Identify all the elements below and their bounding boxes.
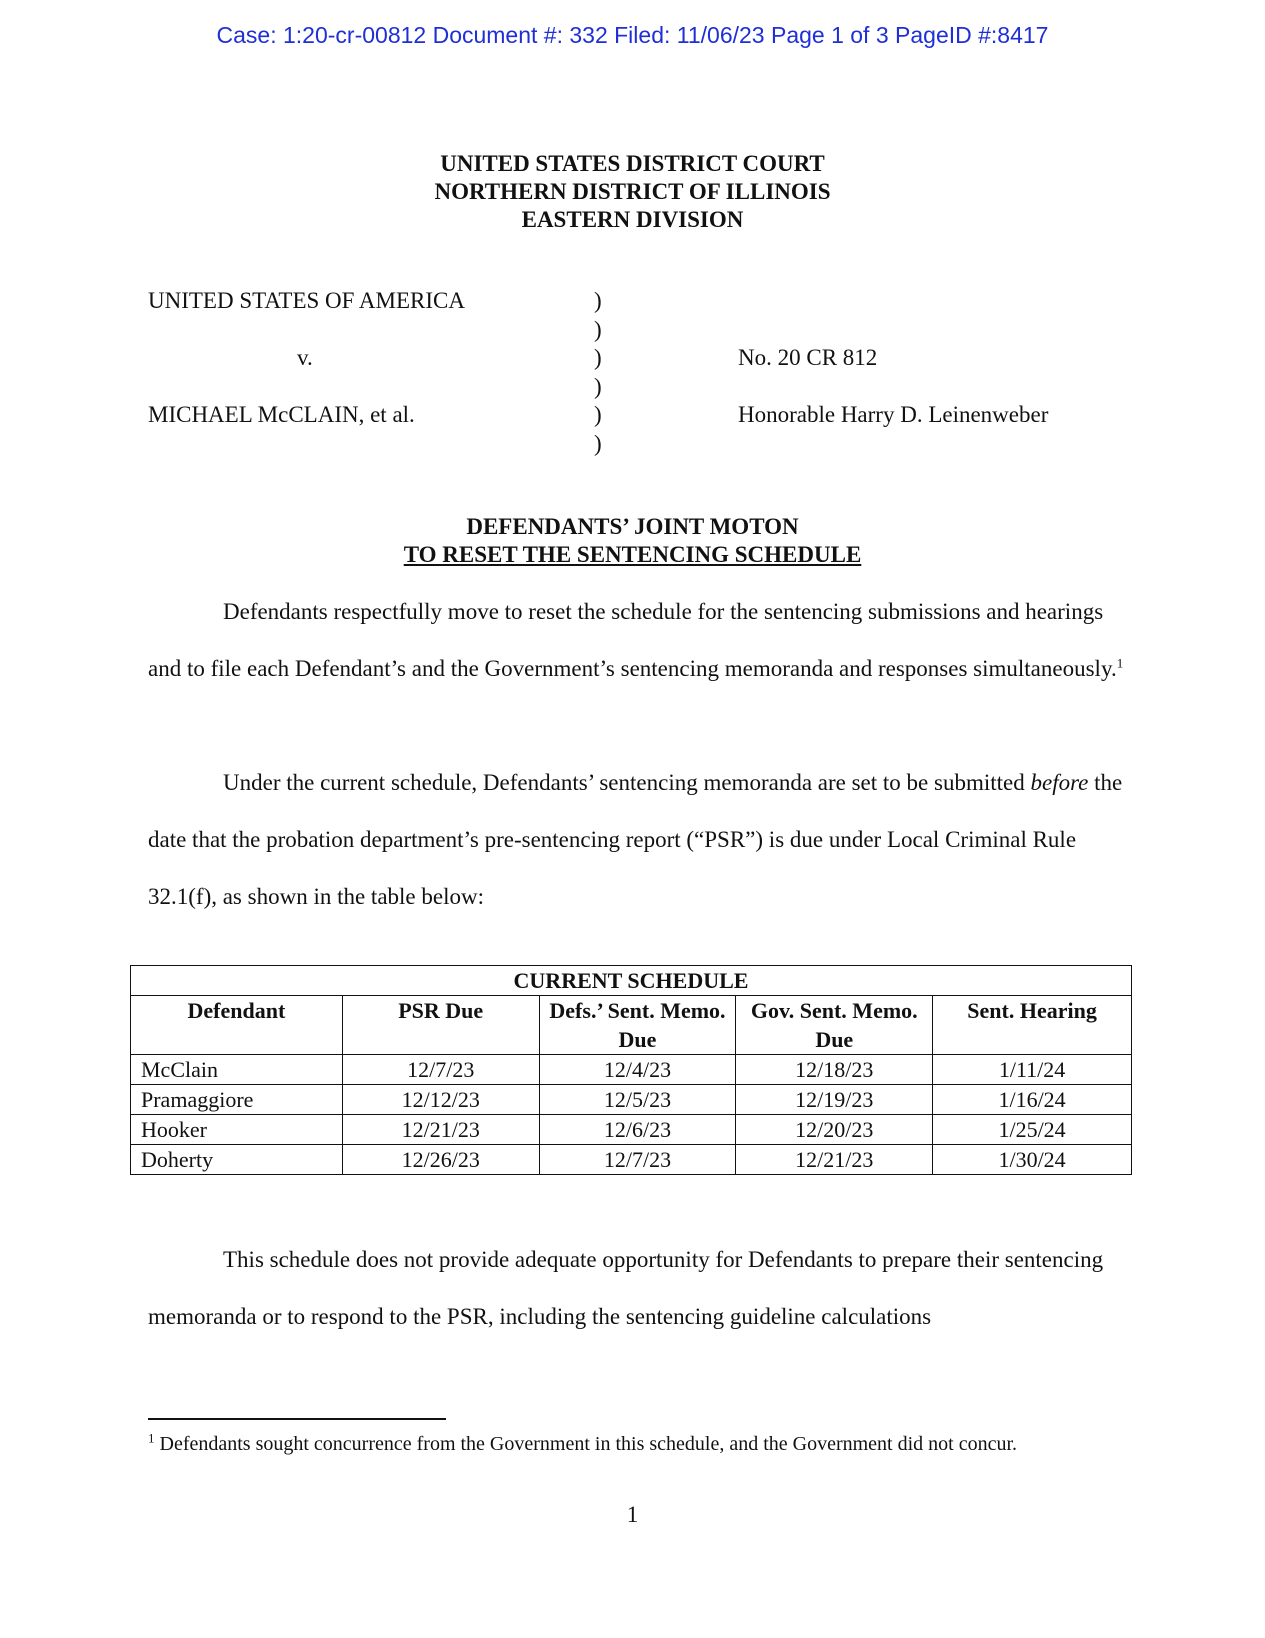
caption-paren: ) (594, 402, 602, 427)
table-cell: 12/19/23 (736, 1085, 933, 1115)
column-header: PSR Due (342, 996, 539, 1055)
caption-paren: ) (594, 316, 602, 342)
table-row (131, 1115, 1132, 1145)
caption-defendant: MICHAEL McCLAIN, et al. (148, 402, 415, 427)
motion-title: DEFENDANTS’ JOINT MOTON (466, 514, 799, 539)
table-cell: 12/21/23 (342, 1115, 539, 1145)
footnote-ref: 1 (1116, 655, 1124, 671)
table-cell: 1/25/24 (933, 1115, 1132, 1145)
paragraph-2 (148, 754, 1128, 925)
case-number: No. 20 CR 812 (738, 345, 878, 370)
column-header: Defendant (131, 996, 343, 1055)
footnote (148, 1431, 1108, 1457)
table-header-row (131, 996, 1132, 1055)
footnote-divider (148, 1418, 446, 1420)
table-cell: McClain (131, 1055, 343, 1085)
table-cell: 12/18/23 (736, 1055, 933, 1085)
page-number: 1 (626, 1502, 639, 1527)
column-header: Defs.’ Sent. Memo. Due (539, 996, 736, 1055)
column-header: Sent. Hearing (933, 996, 1132, 1055)
paragraph-1-text: Defendants respectfully move to reset the schedule for the sentencing submissions and hearings and to file each Defendant’s and the Government’s sentencing memoranda and responses simultaneously. (148, 599, 1117, 681)
table-cell: 12/4/23 (539, 1055, 736, 1085)
table-cell: 12/20/23 (736, 1115, 933, 1145)
table-cell: Pramaggiore (131, 1085, 343, 1115)
table-cell: 12/12/23 (342, 1085, 539, 1115)
table-cell: 1/16/24 (933, 1085, 1132, 1115)
table-cell: 12/26/23 (342, 1145, 539, 1175)
table-row (131, 1085, 1132, 1115)
table-cell: Hooker (131, 1115, 343, 1145)
table-cell: 12/21/23 (736, 1145, 933, 1175)
table-cell: 12/7/23 (342, 1055, 539, 1085)
table-caption: CURRENT SCHEDULE (131, 966, 1132, 996)
caption-plaintiff: UNITED STATES OF AMERICA (148, 288, 465, 313)
table-cell: 12/6/23 (539, 1115, 736, 1145)
judge-name: Honorable Harry D. Leinenweber (738, 402, 1049, 427)
table-cell: 1/30/24 (933, 1145, 1132, 1175)
paragraph-2-emphasis: before (1030, 770, 1089, 795)
table-cell: 1/11/24 (933, 1055, 1132, 1085)
column-header: Gov. Sent. Memo. Due (736, 996, 933, 1055)
table-row (131, 1145, 1132, 1175)
caption-paren: ) (594, 288, 602, 313)
footnote-text: Defendants sought concurrence from the Government in this schedule, and the Government did not concur. (159, 1433, 1018, 1455)
caption-paren: ) (594, 430, 602, 456)
motion-subtitle-text: TO RESET THE SENTENCING SCHEDULE (403, 542, 862, 567)
caption-versus: v. (297, 345, 313, 370)
table-cell: 12/7/23 (539, 1145, 736, 1175)
current-schedule-table (130, 965, 1132, 1175)
paragraph-2-rest: the date that the probation department’s pre-sentencing report (“PSR”) is due under Local Criminal Rule 32.1(f), as shown in the table below: (148, 770, 1123, 909)
caption-parentheses (594, 287, 602, 458)
footnote-marker: 1 (148, 1430, 155, 1446)
paragraph-2-lead: Under the current schedule, Defendants’ sentencing memoranda are set to be submitted (223, 770, 1025, 795)
court-name: UNITED STATES DISTRICT COURT (440, 151, 825, 176)
court-division: EASTERN DIVISION (521, 207, 744, 232)
table-cell: Doherty (131, 1145, 343, 1175)
caption-paren: ) (594, 373, 602, 399)
paragraph-3: This schedule does not provide adequate opportunity for Defendants to prepare their sentencing memoranda or to respond to the PSR, including the sentencing guideline calculations (148, 1247, 1104, 1329)
table-cell: 12/5/23 (539, 1085, 736, 1115)
ecf-header-stamp: Case: 1:20-cr-00812 Document #: 332 Filed: 11/06/23 Page 1 of 3 PageID #:8417 (216, 22, 1049, 48)
caption-paren: ) (594, 345, 602, 370)
motion-subtitle (0, 541, 1265, 569)
court-district: NORTHERN DISTRICT OF ILLINOIS (434, 179, 831, 204)
table-row (131, 1055, 1132, 1085)
paragraph-1 (148, 583, 1128, 697)
